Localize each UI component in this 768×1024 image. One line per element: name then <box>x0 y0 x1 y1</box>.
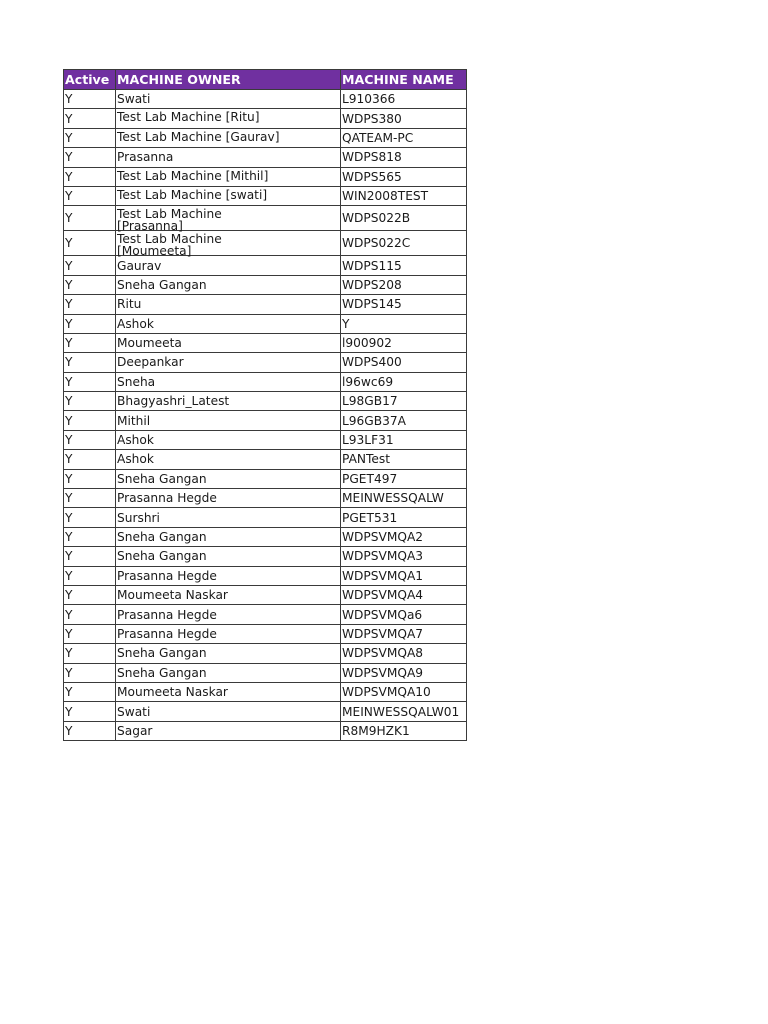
table-row <box>64 90 467 109</box>
table-row <box>64 353 467 372</box>
cell-active: Y <box>64 109 116 128</box>
cell-machine-name: WIN2008TEST <box>341 186 467 205</box>
cell-active: Y <box>64 450 116 469</box>
cell-machine-owner <box>116 128 341 147</box>
cell-machine-name: WDPSVMQa6 <box>341 605 467 624</box>
table-row <box>64 508 467 527</box>
table-row <box>64 167 467 186</box>
cell-machine-owner: Gaurav <box>116 256 341 275</box>
cell-machine-owner <box>116 206 341 234</box>
cell-machine-owner: Sneha Gangan <box>116 527 341 546</box>
cell-active: Y <box>64 90 116 109</box>
header-machine-owner: MACHINE OWNER <box>116 70 341 90</box>
cell-active: Y <box>64 547 116 566</box>
machine-table <box>63 69 467 741</box>
table-body <box>64 90 467 741</box>
cell-machine-name: L98GB17 <box>341 392 467 411</box>
cell-machine-owner: Moumeeta Naskar <box>116 682 341 701</box>
cell-machine-name: MEINWESSQALW01 <box>341 702 467 721</box>
table-row <box>64 109 467 128</box>
table-row <box>64 644 467 663</box>
cell-active: Y <box>64 167 116 186</box>
table-row <box>64 186 467 205</box>
cell-machine-owner: Sneha Gangan <box>116 469 341 488</box>
cell-active: Y <box>64 682 116 701</box>
cell-machine-name: Y <box>341 314 467 333</box>
cell-active: Y <box>64 489 116 508</box>
cell-active: Y <box>64 721 116 740</box>
cell-active: Y <box>64 430 116 449</box>
cell-machine-name: WDPS145 <box>341 295 467 314</box>
cell-machine-name: WDPSVMQA1 <box>341 566 467 585</box>
cell-machine-owner: Prasanna Hegde <box>116 566 341 585</box>
cell-active: Y <box>64 624 116 643</box>
table-row <box>64 469 467 488</box>
header-active: Active <box>64 70 116 90</box>
cell-machine-name: WDPSVMQA7 <box>341 624 467 643</box>
cell-machine-owner: Swati <box>116 702 341 721</box>
header-machine-name: MACHINE NAME <box>341 70 467 90</box>
cell-active: Y <box>64 295 116 314</box>
cell-active: Y <box>64 605 116 624</box>
table-row <box>64 275 467 294</box>
cell-active: Y <box>64 663 116 682</box>
cell-active: Y <box>64 469 116 488</box>
table-row <box>64 430 467 449</box>
cell-machine-owner-text: Test Lab Machine [Prasanna] <box>117 207 222 234</box>
cell-machine-name: WDPSVMQA8 <box>341 644 467 663</box>
cell-active: Y <box>64 275 116 294</box>
cell-machine-name: WDPSVMQA3 <box>341 547 467 566</box>
cell-machine-name: PGET497 <box>341 469 467 488</box>
cell-machine-owner: Sneha Gangan <box>116 275 341 294</box>
cell-machine-owner-text: Test Lab Machine [Ritu] <box>117 110 260 125</box>
cell-active: Y <box>64 585 116 604</box>
cell-machine-owner: Sneha Gangan <box>116 644 341 663</box>
table-row <box>64 585 467 604</box>
table-row <box>64 372 467 391</box>
cell-active: Y <box>64 206 116 231</box>
table-row <box>64 231 467 256</box>
table-row <box>64 450 467 469</box>
cell-machine-owner <box>116 109 341 128</box>
cell-machine-owner <box>116 186 341 205</box>
cell-active: Y <box>64 314 116 333</box>
cell-machine-owner <box>116 167 341 186</box>
cell-machine-name: WDPS400 <box>341 353 467 372</box>
cell-machine-name: WDPS208 <box>341 275 467 294</box>
cell-active: Y <box>64 392 116 411</box>
cell-active: Y <box>64 566 116 585</box>
cell-machine-name: l900902 <box>341 333 467 352</box>
cell-machine-owner: Moumeeta Naskar <box>116 585 341 604</box>
cell-active: Y <box>64 186 116 205</box>
cell-machine-owner-text: Test Lab Machine [Gaurav] <box>117 129 280 144</box>
cell-active: Y <box>64 333 116 352</box>
table-row <box>64 392 467 411</box>
table-row <box>64 333 467 352</box>
cell-machine-owner-text: Test Lab Machine [swati] <box>117 187 268 202</box>
cell-active: Y <box>64 372 116 391</box>
cell-machine-name: R8M9HZK1 <box>341 721 467 740</box>
cell-machine-name: MEINWESSQALW <box>341 489 467 508</box>
cell-machine-name: l96wc69 <box>341 372 467 391</box>
table-row <box>64 489 467 508</box>
cell-machine-owner: Prasanna Hegde <box>116 624 341 643</box>
cell-active: Y <box>64 231 116 256</box>
table-row <box>64 702 467 721</box>
cell-machine-owner: Ashok <box>116 314 341 333</box>
cell-machine-name: WDPSVMQA4 <box>341 585 467 604</box>
cell-machine-owner: Deepankar <box>116 353 341 372</box>
cell-machine-owner: Prasanna <box>116 148 341 167</box>
cell-machine-owner: Prasanna Hegde <box>116 489 341 508</box>
cell-machine-name: WDPS565 <box>341 167 467 186</box>
table-row <box>64 411 467 430</box>
cell-machine-name: WDPS818 <box>341 148 467 167</box>
cell-machine-name: L96GB37A <box>341 411 467 430</box>
table-row <box>64 256 467 275</box>
table-row <box>64 566 467 585</box>
cell-machine-owner: Sneha Gangan <box>116 663 341 682</box>
cell-machine-owner: Ritu <box>116 295 341 314</box>
table-row <box>64 605 467 624</box>
cell-active: Y <box>64 508 116 527</box>
cell-machine-name: PGET531 <box>341 508 467 527</box>
cell-machine-owner: Sneha Gangan <box>116 547 341 566</box>
table-row <box>64 295 467 314</box>
cell-active: Y <box>64 702 116 721</box>
cell-machine-owner: Prasanna Hegde <box>116 605 341 624</box>
cell-active: Y <box>64 148 116 167</box>
header-row <box>64 70 467 90</box>
cell-machine-name: L910366 <box>341 90 467 109</box>
cell-machine-owner-text: Test Lab Machine [Moumeeta] <box>117 232 222 259</box>
cell-machine-owner-text: Test Lab Machine [Mithil] <box>117 168 269 183</box>
cell-machine-owner: Mithil <box>116 411 341 430</box>
table-row <box>64 314 467 333</box>
cell-active: Y <box>64 256 116 275</box>
cell-machine-owner: Bhagyashri_Latest <box>116 392 341 411</box>
cell-machine-name: WDPS022B <box>341 206 467 231</box>
cell-machine-owner: Swati <box>116 90 341 109</box>
cell-machine-name: L93LF31 <box>341 430 467 449</box>
cell-machine-owner: Surshri <box>116 508 341 527</box>
cell-machine-owner: Moumeeta <box>116 333 341 352</box>
cell-machine-name: QATEAM-PC <box>341 128 467 147</box>
cell-machine-name: WDPS115 <box>341 256 467 275</box>
table-row <box>64 206 467 231</box>
cell-active: Y <box>64 527 116 546</box>
cell-machine-name: WDPSVMQA10 <box>341 682 467 701</box>
cell-machine-name: WDPSVMQA9 <box>341 663 467 682</box>
cell-machine-name: PANTest <box>341 450 467 469</box>
cell-machine-name: WDPS022C <box>341 231 467 256</box>
cell-active: Y <box>64 411 116 430</box>
table-row <box>64 663 467 682</box>
cell-machine-owner: Sagar <box>116 721 341 740</box>
cell-active: Y <box>64 128 116 147</box>
table-row <box>64 721 467 740</box>
table-row <box>64 527 467 546</box>
table-row <box>64 547 467 566</box>
cell-active: Y <box>64 644 116 663</box>
table-row <box>64 148 467 167</box>
cell-machine-owner <box>116 231 341 259</box>
cell-machine-owner: Ashok <box>116 450 341 469</box>
table-row <box>64 682 467 701</box>
cell-machine-owner: Ashok <box>116 430 341 449</box>
cell-machine-owner: Sneha <box>116 372 341 391</box>
table-row <box>64 624 467 643</box>
cell-machine-name: WDPSVMQA2 <box>341 527 467 546</box>
cell-active: Y <box>64 353 116 372</box>
table-row <box>64 128 467 147</box>
cell-machine-name: WDPS380 <box>341 109 467 128</box>
